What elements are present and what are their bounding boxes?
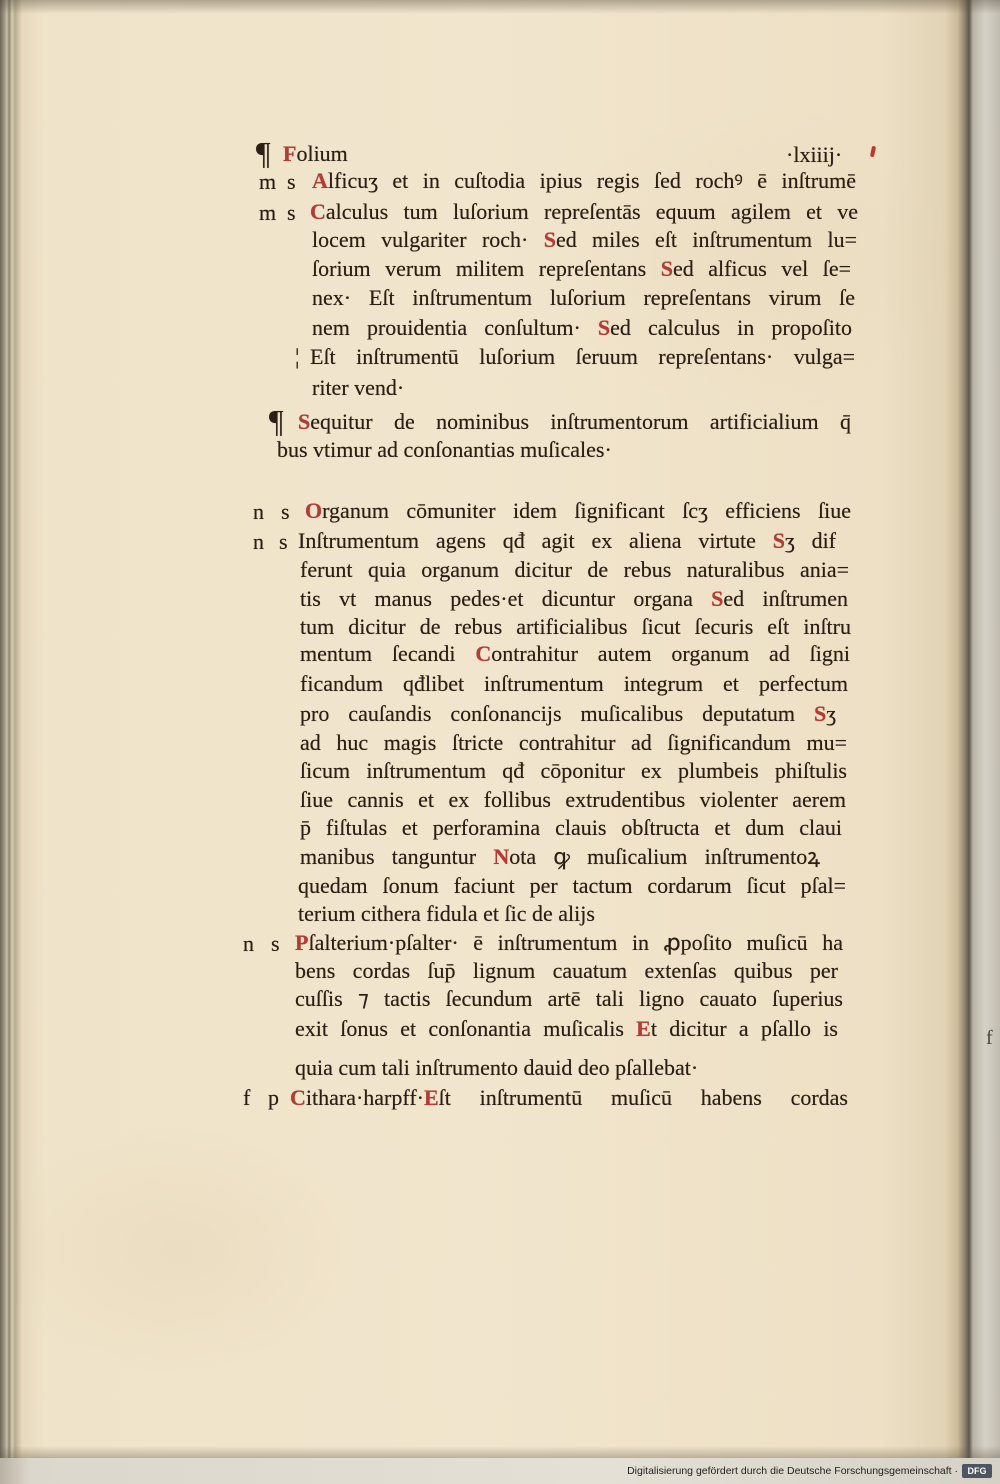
folio-number: ·lxiiij· bbox=[786, 142, 843, 167]
header-pilcrow-mark: ¶ bbox=[256, 135, 271, 171]
text-run: rganum cōmuniter idem ſignificant ſcʒ efficiens ſiue bbox=[322, 498, 851, 523]
text-line bbox=[300, 556, 849, 584]
text-run: olium bbox=[296, 141, 348, 166]
text-run: ed miles eſt inſtrumentum lu= bbox=[555, 227, 857, 252]
text-run: manibus tanguntur bbox=[300, 844, 494, 869]
text-line bbox=[310, 343, 855, 371]
rubric-letter: S bbox=[298, 409, 311, 434]
margin-letter: s bbox=[271, 931, 280, 956]
text-run: ſicum inſtrumentum qđ cōponitur ex plumbeis phiſtulis bbox=[300, 758, 847, 783]
text-line bbox=[300, 843, 820, 871]
text-line bbox=[298, 872, 846, 900]
text-run: equitur de nominibus inſtrumentorum artificialium q̄ bbox=[310, 409, 851, 434]
rubric-letter: S bbox=[660, 256, 673, 281]
rubric-letter: C bbox=[290, 1085, 306, 1110]
margin-letter: f bbox=[243, 1085, 251, 1110]
text-run: bus vtimur ad conſonantias muſicales· bbox=[277, 437, 612, 462]
text-run: quedam ſonum faciunt per tactum cordarum ſicut pſal= bbox=[298, 873, 846, 898]
dfg-logo: DFG bbox=[962, 1464, 992, 1478]
text-run: ſiue cannis et ex follibus extrudentibus violenter aerem bbox=[300, 787, 846, 812]
text-line bbox=[300, 757, 847, 785]
text-run: ota ꝙ muſicalium inſtrumentoꝝ bbox=[509, 844, 820, 869]
text-run: tum dicitur de rebus artificialibus ſicut ſecuris eſt inſtru bbox=[300, 614, 851, 639]
text-line bbox=[295, 985, 843, 1013]
text-run: ad huc magis ſtricte contrahitur ad ſignificandum mu= bbox=[300, 730, 847, 755]
text-line bbox=[312, 284, 855, 312]
text-line bbox=[295, 929, 843, 957]
text-line bbox=[312, 314, 852, 342]
text-line bbox=[312, 374, 404, 402]
rubric-letter: N bbox=[493, 844, 510, 869]
text-run: ſalterium·pſalter· ē inſtrumentum in ꝓpoſito muſicū ha bbox=[308, 930, 843, 955]
text-run: ontrahitur autem organum ad ſigni bbox=[491, 641, 850, 666]
text-run: t dicitur a pſallo is bbox=[650, 1016, 838, 1041]
text-line bbox=[300, 814, 842, 842]
rubric-letter: A bbox=[312, 168, 328, 193]
text-run: ed alficus vel ſe= bbox=[672, 256, 851, 281]
rubric-letter: P bbox=[295, 930, 309, 955]
rubric-letter: O bbox=[305, 498, 323, 523]
text-run: ithara·harpff· bbox=[305, 1085, 424, 1110]
text-run: bens cordas ſup̄ lignum cauatum extenſas quibus per bbox=[295, 958, 838, 983]
text-run: p̄ fiſtulas et perforamina clauis obſtructa et dum claui bbox=[300, 815, 842, 840]
text-line bbox=[290, 1084, 848, 1112]
rubric-letter: S bbox=[597, 315, 611, 340]
margin-letter: s bbox=[279, 529, 288, 554]
margin-letter: n bbox=[253, 529, 264, 554]
rubric-letter: S bbox=[772, 528, 785, 553]
text-line bbox=[298, 527, 836, 555]
text-line bbox=[300, 640, 850, 668]
text-run: terium cithera fidula et ſic de alijs bbox=[298, 901, 595, 926]
text-line bbox=[312, 255, 851, 283]
text-run: ʒ bbox=[826, 701, 836, 726]
text-run: alculus tum luſorium repreſentās equum agilem et ve bbox=[325, 199, 858, 224]
text-run: lficuʒ et in cuſtodia ipius regis ſed rochꝰ ē inſtrumē bbox=[327, 168, 856, 193]
text-line bbox=[312, 167, 856, 195]
text-run: ed inſtrumen bbox=[723, 586, 849, 611]
text-run: locem vulgariter roch· bbox=[312, 227, 544, 252]
text-run: Inſtrumentum agens qđ agit ex aliena virtute bbox=[298, 528, 773, 553]
text-run: ſt inſtrumentū muſicū habens cordas bbox=[438, 1085, 848, 1110]
rubric-letter: F bbox=[283, 141, 297, 166]
text-line bbox=[295, 957, 838, 985]
text-run: ed calculus in propoſito bbox=[610, 315, 853, 340]
text-run: cuſſis ⁊ tactis ſecundum artē tali ligno cauato ſuperius bbox=[295, 986, 843, 1011]
margin-letter: m bbox=[259, 200, 277, 225]
text-run: ʒ dif bbox=[784, 528, 837, 553]
text-run: ferunt quia organum dicitur de rebus naturalibus ania= bbox=[300, 557, 849, 582]
text-line bbox=[312, 226, 857, 254]
text-line bbox=[295, 1054, 698, 1082]
text-line bbox=[300, 700, 836, 728]
page-bottom-edge bbox=[0, 1446, 1000, 1458]
text-run: exit ſonus et conſonantia muſicalis bbox=[295, 1016, 637, 1041]
margin-letter: p bbox=[268, 1085, 279, 1110]
header-title bbox=[283, 140, 348, 168]
paragraph-pilcrow-mark: ¶ bbox=[269, 403, 284, 439]
text-line bbox=[310, 198, 858, 226]
text-run: nem prouidentia conſultum· bbox=[312, 315, 598, 340]
right-edge-glyph: f bbox=[986, 1027, 993, 1049]
text-line bbox=[305, 497, 851, 525]
text-line bbox=[277, 436, 612, 464]
text-run: pro cauſandis conſonancijs muſicalibus deputatum bbox=[300, 701, 814, 726]
text-line bbox=[300, 585, 848, 613]
rubric-letter: S bbox=[543, 227, 556, 252]
margin-letter: n bbox=[243, 931, 254, 956]
margin-letter: m bbox=[259, 169, 277, 194]
text-line bbox=[298, 408, 851, 436]
text-run: nex· Eſt inſtrumentum luſorium repreſentans virum ſe bbox=[312, 285, 855, 310]
text-run: Eſt inſtrumentū luſorium ſeruum repreſentans· vulga= bbox=[310, 344, 855, 369]
margin-letter: s bbox=[287, 200, 296, 225]
rubric-letter: C bbox=[310, 199, 326, 224]
text-line bbox=[300, 729, 847, 757]
text-run: quia cum tali inſtrumento dauid deo pſallebat· bbox=[295, 1055, 699, 1080]
rubric-letter: E bbox=[636, 1016, 651, 1041]
rubric-letter: E bbox=[423, 1085, 439, 1110]
text-line bbox=[300, 613, 851, 641]
text-line bbox=[300, 670, 848, 698]
text-line bbox=[300, 786, 846, 814]
rubric-letter: C bbox=[475, 641, 492, 666]
text-line bbox=[298, 900, 595, 928]
text-run: mentum ſecandi bbox=[300, 641, 476, 666]
margin-letter: s bbox=[287, 169, 296, 194]
rubric-letter: S bbox=[711, 586, 724, 611]
margin-letter: n bbox=[253, 499, 264, 524]
rubric-letter: S bbox=[813, 701, 827, 726]
margin-letter: s bbox=[281, 499, 290, 524]
footer-credit: Digitalisierung gefördert durch die Deutsche Forschungsgemeinschaft · bbox=[627, 1465, 958, 1477]
text-line bbox=[295, 1015, 838, 1043]
text-run: ſorium verum militem repreſentans bbox=[312, 256, 661, 281]
text-run: tis vt manus pedes·et dicuntur organa bbox=[300, 586, 712, 611]
text-run: ficandum qđlibet inſtrumentum integrum et perfectum bbox=[300, 671, 848, 696]
text-run: riter vend· bbox=[312, 375, 405, 400]
line-mark: ¦ bbox=[295, 344, 300, 369]
rubric-tick bbox=[870, 146, 876, 158]
